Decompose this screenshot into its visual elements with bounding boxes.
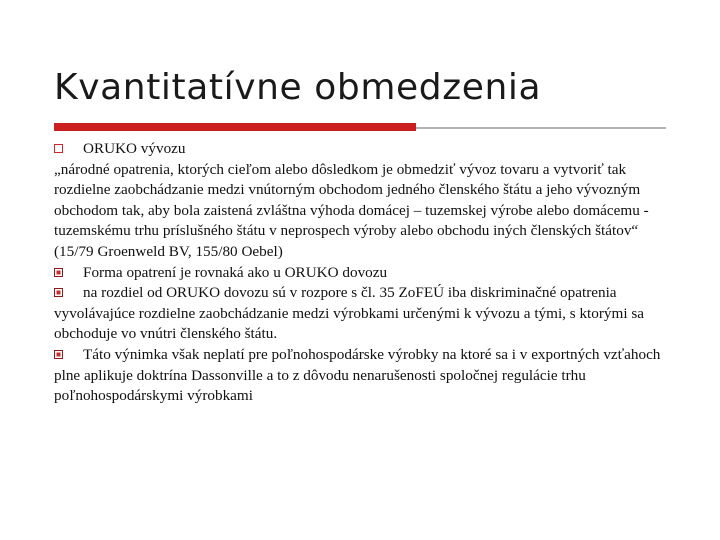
filled-square-bullet-icon [54,350,63,359]
title-underline-red-accent [54,123,416,131]
slide-title: Kvantitatívne obmedzenia [54,67,542,108]
slide-body [54,139,666,407]
filled-square-bullet-icon [54,268,63,277]
item-heading: ORUKO vývozu [83,140,186,157]
list-item-na-rozdiel [54,283,666,345]
list-item-oruko-vyvozu [54,139,666,263]
hollow-square-bullet-icon [54,144,63,153]
list-item-forma-opatreni [54,263,666,284]
item-text: Forma opatrení je rovnaká ako u ORUKO dovozu [83,263,388,281]
item-text: „národné opatrenia, ktorých cieľom alebo dôsledkom je obmedziť vývoz tovaru a vytvoriť tak rozdielne zaobchádzanie medzi vnútorným obchodom jedného členského štátu a jeho vývozným obchodom tak, aby bola zaistená zvláštna výhoda domácej – tuzemskej výrobe alebo domácemu - tuzemskému trhu príslušného štátu v neprospech výroby alebo obchodu iných členských štátov“ (15/79 Groenweld BV, 155/80 Oebel) [54,160,649,260]
item-text: na rozdiel od ORUKO dovozu sú v rozpore s čl. 35 ZoFEÚ iba diskriminačné opatrenia vyvolávajúce rozdielne zaobchádzanie medzi výrobkami určenými k vývozu a tými, s ktorými sa obchoduje vo vnútri členského štátu. [54,284,645,343]
item-text: Táto výnimka však neplatí pre poľnohospodárske výrobky na ktoré sa i v exportných vzťahoch plne aplikuje doktrína Dassonville a to z dôvodu nenarušenosti spoločnej regulácie trhu poľnohospodárskymi výrobkami [54,345,661,405]
filled-square-bullet-icon [54,288,63,297]
list-item-tato-vynimka [54,345,666,407]
